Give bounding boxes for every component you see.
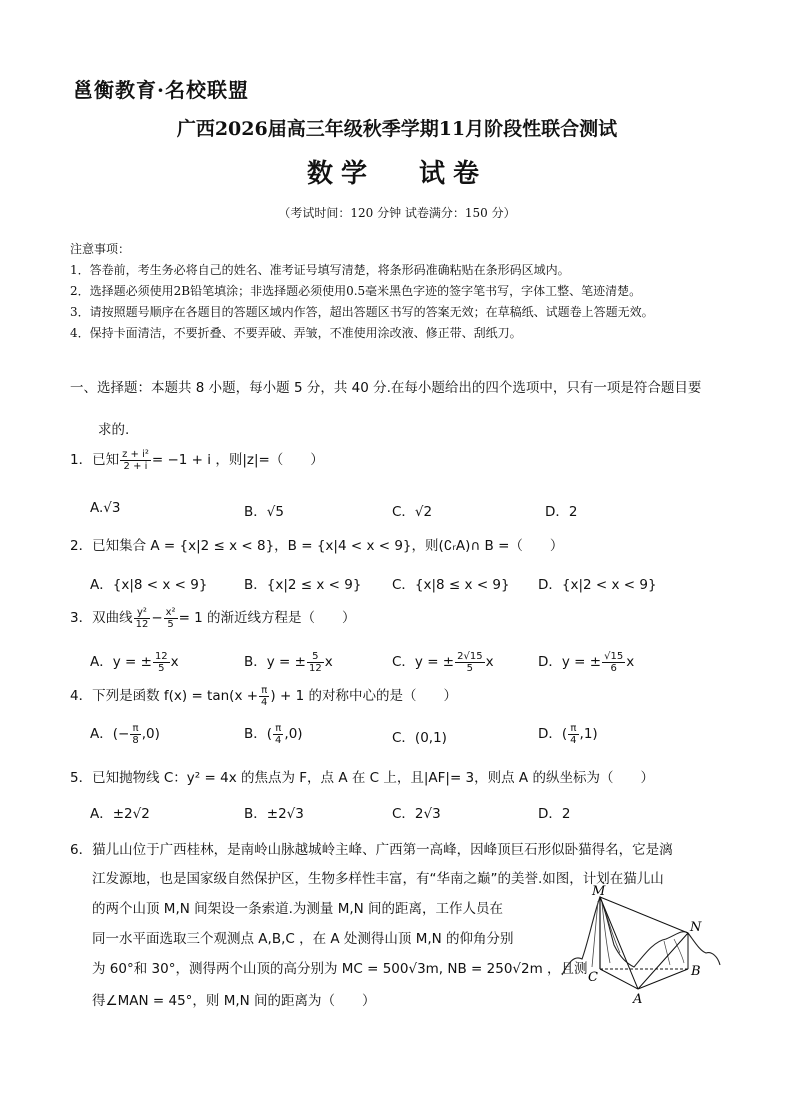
- question-4-stem: [70, 684, 457, 708]
- fraction-numerator: 2√15: [457, 650, 483, 662]
- option-b[interactable]: B．±2√3: [244, 806, 304, 822]
- option-d[interactable]: D．2: [545, 504, 578, 520]
- fraction-numerator: π: [130, 723, 140, 735]
- option-c[interactable]: [392, 650, 494, 674]
- fraction-denominator: 8: [132, 734, 139, 746]
- option-label: D．(: [538, 726, 568, 742]
- option-label: B．(: [244, 726, 273, 742]
- question-2-stem: 2．已知集合 A = {x|2 ≤ x < 8}，B = {x|4 < x < 9}，则(∁ᵣA)∩ B =（ ）: [70, 538, 564, 554]
- fraction-denominator: 6: [610, 662, 617, 674]
- fraction-numerator: 5: [307, 651, 324, 663]
- option-suffix: ,1): [579, 726, 598, 742]
- label-n: N: [690, 920, 702, 935]
- fraction-denominator: 12: [308, 662, 322, 674]
- subject-title: [0, 153, 794, 190]
- option-b[interactable]: B．{x|2 ≤ x < 9}: [244, 577, 362, 593]
- fraction: [134, 607, 151, 630]
- exam-info: （考试时间：120 分钟 试卷满分：150 分）: [278, 206, 516, 220]
- option-a[interactable]: A.√3: [90, 500, 121, 516]
- option-c[interactable]: C．2√3: [392, 806, 441, 822]
- fraction-numerator: z + i²: [122, 448, 149, 460]
- fraction-denominator: 2 + i: [123, 460, 148, 472]
- variable: x: [170, 654, 179, 670]
- fraction-denominator: 5: [167, 618, 174, 630]
- label-b: B: [691, 964, 701, 979]
- note-item: 3．请按照题号顺序在各题目的答题区域内作答，超出答题区书写的答案无效；在草稿纸、试题卷上答题无效。: [70, 305, 654, 319]
- variable: x: [485, 654, 494, 670]
- segment-mn: [600, 897, 688, 933]
- option-suffix: ,0): [284, 726, 303, 742]
- question-6-line: 的两个山顶 M,N 间架设一条索道.为测量 M,N 间的距离，工作人员在: [92, 901, 504, 917]
- notes-heading: 注意事项：: [70, 242, 131, 256]
- note-item: 4．保持卡面清洁，不要折叠、不要弄破、弄皱，不准使用涂改液、修正带、刮纸刀。: [70, 326, 522, 340]
- option-b[interactable]: B．√5: [244, 504, 284, 520]
- fraction-denominator: 4: [570, 734, 577, 746]
- option-d[interactable]: D．2: [538, 806, 571, 822]
- option-a[interactable]: [90, 722, 160, 746]
- subject-word-b: 试卷: [419, 159, 488, 189]
- question-6-line: 6．猫儿山位于广西桂林，是南岭山脉越城岭主峰、广西第一高峰，因峰顶巨石形似卧猫得名，它是漓: [70, 842, 673, 858]
- option-label: A．(−: [90, 726, 130, 742]
- option-d[interactable]: [538, 650, 634, 674]
- question-number: 3．双曲线: [70, 610, 133, 626]
- fraction: [307, 651, 324, 674]
- question-6-line: 为 60°和 30°，测得两个山顶的高分别为 MC = 500√3m, NB = 250√2m ，且测: [92, 961, 588, 977]
- option-suffix: ,0): [141, 726, 160, 742]
- fraction: [153, 651, 170, 674]
- option-a[interactable]: [90, 650, 179, 674]
- question-6-line: 江发源地，也是国家级自然保护区，生物多样性丰富，有“华南之巅”的美誉.如图，计划在猫儿山: [92, 871, 664, 887]
- exam-title: 广西2026届高三年级秋季学期11月阶段性联合测试: [176, 118, 618, 140]
- fraction-numerator: π: [259, 685, 269, 697]
- fraction-numerator: y²: [134, 607, 151, 619]
- note-item: 1．答卷前，考生务必将自己的姓名、准考证号填写清楚，将条形码准确粘贴在条形码区域内。: [70, 263, 570, 277]
- option-label: A．y = ±: [90, 654, 152, 670]
- segment-ma: [600, 897, 638, 989]
- minus-sign: −: [151, 610, 163, 626]
- option-label: C．y = ±: [392, 654, 455, 670]
- option-c[interactable]: C．√2: [392, 504, 433, 520]
- fraction: [130, 723, 140, 746]
- variable: x: [324, 654, 333, 670]
- mountain-hatching: [664, 939, 684, 965]
- question-6-line: 得∠MAN = 45°，则 M,N 间的距离为（ ）: [92, 993, 376, 1009]
- option-b[interactable]: [244, 722, 303, 746]
- question-3-stem: [70, 606, 356, 630]
- fraction-numerator: x²: [165, 606, 176, 618]
- option-d[interactable]: D．{x|2 < x < 9}: [538, 577, 657, 593]
- question-5-stem: 5．已知抛物线 C：y² = 4x 的焦点为 F，点 A 在 C 上，且|AF|= 3，则点 A 的纵坐标为（ ）: [70, 770, 654, 786]
- question-text: = −1 + i ，则|z|=（ ）: [151, 452, 324, 468]
- fraction-numerator: 12: [154, 650, 168, 662]
- fraction-denominator: 12: [135, 618, 149, 630]
- option-b[interactable]: [244, 650, 333, 674]
- question-text: ) + 1 的对称中心的是（ ）: [270, 688, 457, 704]
- option-a[interactable]: A．{x|8 < x < 9}: [90, 577, 208, 593]
- note-item: 2．选择题必须使用2B铅笔填涂；非选择题必须使用0.5毫米黑色字迹的签字笔书写，字体工整、笔迹清楚。: [70, 284, 642, 298]
- segment-ba: [638, 969, 688, 989]
- variable: x: [626, 654, 635, 670]
- question-number: 1．已知: [70, 452, 120, 468]
- option-a[interactable]: A．±2√2: [90, 806, 150, 822]
- fraction: [568, 723, 578, 746]
- fraction-numerator: π: [273, 723, 283, 735]
- fraction: [602, 651, 625, 674]
- fraction: [259, 685, 269, 708]
- fraction-denominator: 4: [261, 696, 268, 708]
- fraction: [455, 651, 484, 674]
- segment-ca: [600, 969, 638, 989]
- fraction-denominator: 4: [275, 734, 282, 746]
- fraction-denominator: 5: [466, 662, 474, 674]
- subject-word-a: 数学: [306, 159, 375, 189]
- fraction: [273, 723, 283, 746]
- mountain-figure: [554, 883, 724, 1012]
- brand-name: 邕衡教育·名校联盟: [73, 78, 249, 102]
- fraction: [120, 449, 151, 472]
- question-text: = 1 的渐近线方程是（ ）: [178, 610, 356, 626]
- question-number: 4．下列是函数 f(x) = tan(x +: [70, 688, 259, 704]
- option-c[interactable]: C．{x|8 ≤ x < 9}: [392, 577, 510, 593]
- option-label: B．y = ±: [244, 654, 306, 670]
- label-c: C: [588, 970, 598, 985]
- mountain-diagram-svg: [554, 883, 724, 1008]
- option-d[interactable]: [538, 722, 598, 746]
- section-heading-cont: 求的.: [98, 422, 130, 438]
- segment-na: [638, 933, 688, 989]
- option-c[interactable]: C．(0,1): [392, 730, 447, 746]
- fraction-denominator: 5: [158, 662, 165, 674]
- label-m: M: [592, 884, 606, 899]
- question-6-line: 同一水平面选取三个观测点 A,B,C ，在 A 处测得山顶 M,N 的仰角分别: [92, 931, 514, 947]
- fraction: [164, 607, 178, 630]
- option-label: D．y = ±: [538, 654, 602, 670]
- fraction-numerator: π: [568, 723, 578, 735]
- label-a: A: [633, 992, 643, 1007]
- question-1-stem: [70, 448, 324, 472]
- fraction-numerator: √15: [604, 650, 624, 662]
- section-heading: 一、选择题：本题共 8 小题，每小题 5 分，共 40 分.在每小题给出的四个选项中，只有一项是符合题目要: [70, 380, 702, 396]
